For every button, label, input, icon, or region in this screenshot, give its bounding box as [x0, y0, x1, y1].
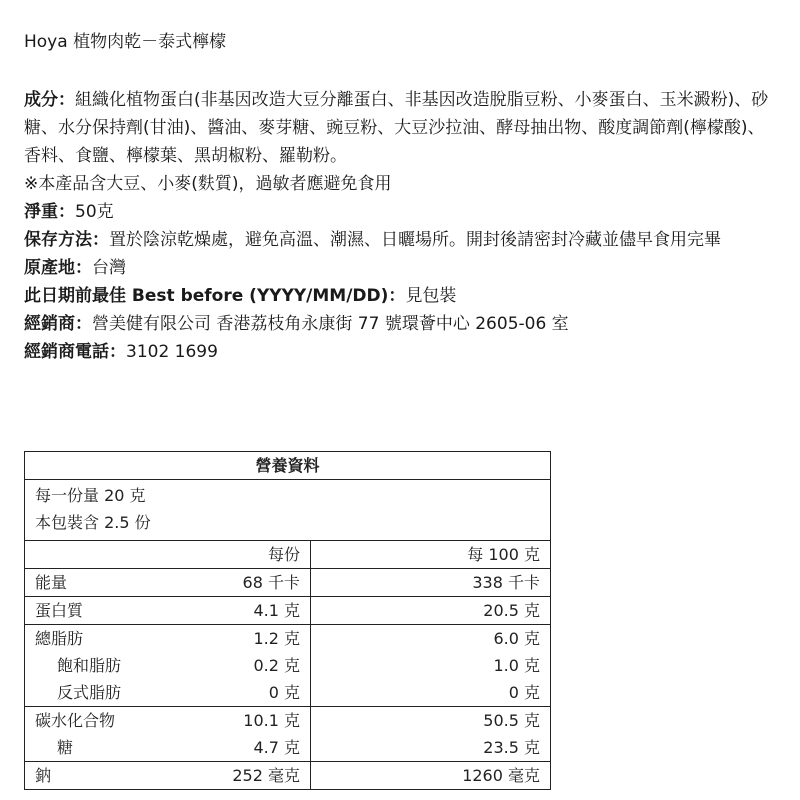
- ingredients: [24, 86, 780, 170]
- net-weight-label: 淨重：: [24, 202, 75, 222]
- per-100g-value: 338 千卡: [472, 573, 540, 592]
- table-row: [25, 624, 550, 652]
- per-serving-value: 68 千卡: [195, 569, 311, 596]
- nutrient-name: 反式脂肪: [57, 683, 122, 702]
- product-info: [24, 86, 780, 366]
- per-serving-value: 10.1 克: [195, 707, 311, 734]
- serving-size: 每一份量 20 克: [35, 486, 146, 505]
- table-row: [25, 734, 550, 761]
- table-row: [25, 596, 550, 624]
- storage-text: 置於陰涼乾燥處，避免高溫、潮濕、日曬場所。開封後請密封冷藏並儘早食用完畢: [109, 230, 721, 250]
- distributor-phone-value: 3102 1699: [126, 342, 218, 362]
- per-serving-value: 0 克: [195, 679, 311, 706]
- allergen-note: ※本產品含大豆、小麥(麩質)，過敏者應避免食用: [24, 174, 392, 194]
- origin-value: 台灣: [92, 258, 126, 278]
- best-before: [24, 282, 780, 310]
- nutrient-name: 飽和脂肪: [57, 656, 122, 675]
- per-serving-value: 252 毫克: [195, 762, 311, 789]
- ingredients-label: 成分：: [24, 90, 75, 110]
- per-100g-value: 20.5 克: [483, 601, 540, 620]
- per-serving-value: 4.1 克: [195, 597, 311, 624]
- ingredients-text: 組織化植物蛋白(非基因改造大豆分離蛋白、非基因改造脫脂豆粉、小麥蛋白、玉米澱粉)、砂糖、水分保持劑(甘油)、醬油、麥芽糖、豌豆粉、大豆沙拉油、酵母抽出物、酸度調節劑(檸檬酸)、香料、食鹽、檸檬葉、黑胡椒粉、羅勒粉。: [24, 90, 769, 166]
- column-header-per-serving: 每份: [195, 541, 311, 568]
- column-header-name: [25, 541, 195, 568]
- storage-label: 保存方法：: [24, 230, 109, 250]
- table-row: [25, 706, 550, 734]
- distributor-phone-label: 經銷商電話：: [24, 342, 126, 362]
- per-100g-value: 6.0 克: [493, 629, 540, 648]
- best-before-label: 此日期前最佳 Best before (YYYY/MM/DD)：: [24, 286, 406, 306]
- nutrient-name: 碳水化合物: [35, 711, 116, 730]
- per-100g-value: 23.5 克: [483, 738, 540, 757]
- per-serving-value: 1.2 克: [195, 625, 311, 652]
- table-row: [25, 761, 550, 789]
- per-serving-value: 0.2 克: [195, 652, 311, 679]
- serving-info: [25, 480, 550, 541]
- nutrient-name: 能量: [35, 573, 68, 592]
- table-row: [25, 568, 550, 596]
- per-100g-value: 1.0 克: [493, 656, 540, 675]
- origin: [24, 254, 780, 282]
- nutrient-name: 糖: [57, 738, 74, 757]
- column-header-per-100g: 每 100 克: [467, 545, 540, 564]
- origin-label: 原產地：: [24, 258, 92, 278]
- net-weight: [24, 198, 780, 226]
- table-row: [25, 652, 550, 679]
- nutrition-title: 營養資料: [25, 452, 550, 480]
- nutrient-name: 總脂肪: [35, 629, 84, 648]
- per-100g-value: 0 克: [508, 683, 540, 702]
- nutrient-name: 蛋白質: [35, 601, 84, 620]
- distributor-label: 經銷商：: [24, 314, 92, 334]
- best-before-value: 見包裝: [405, 286, 457, 306]
- per-100g-value: 1260 毫克: [462, 766, 540, 785]
- distributor-phone: [24, 338, 780, 366]
- per-serving-value: 4.7 克: [195, 734, 311, 761]
- distributor: [24, 310, 780, 338]
- servings-per-pack: 本包裝含 2.5 份: [35, 513, 151, 532]
- per-100g-value: 50.5 克: [483, 711, 540, 730]
- net-weight-value: 50克: [75, 202, 114, 222]
- nutrition-table: [24, 451, 551, 790]
- product-title: Hoya 植物肉乾－泰式檸檬: [24, 32, 227, 52]
- table-row: [25, 679, 550, 706]
- distributor-value: 營美健有限公司 香港荔枝角永康街 77 號環薈中心 2605-06 室: [92, 314, 569, 334]
- storage: [24, 226, 780, 254]
- column-header-row: [25, 541, 550, 568]
- nutrient-name: 鈉: [35, 766, 52, 785]
